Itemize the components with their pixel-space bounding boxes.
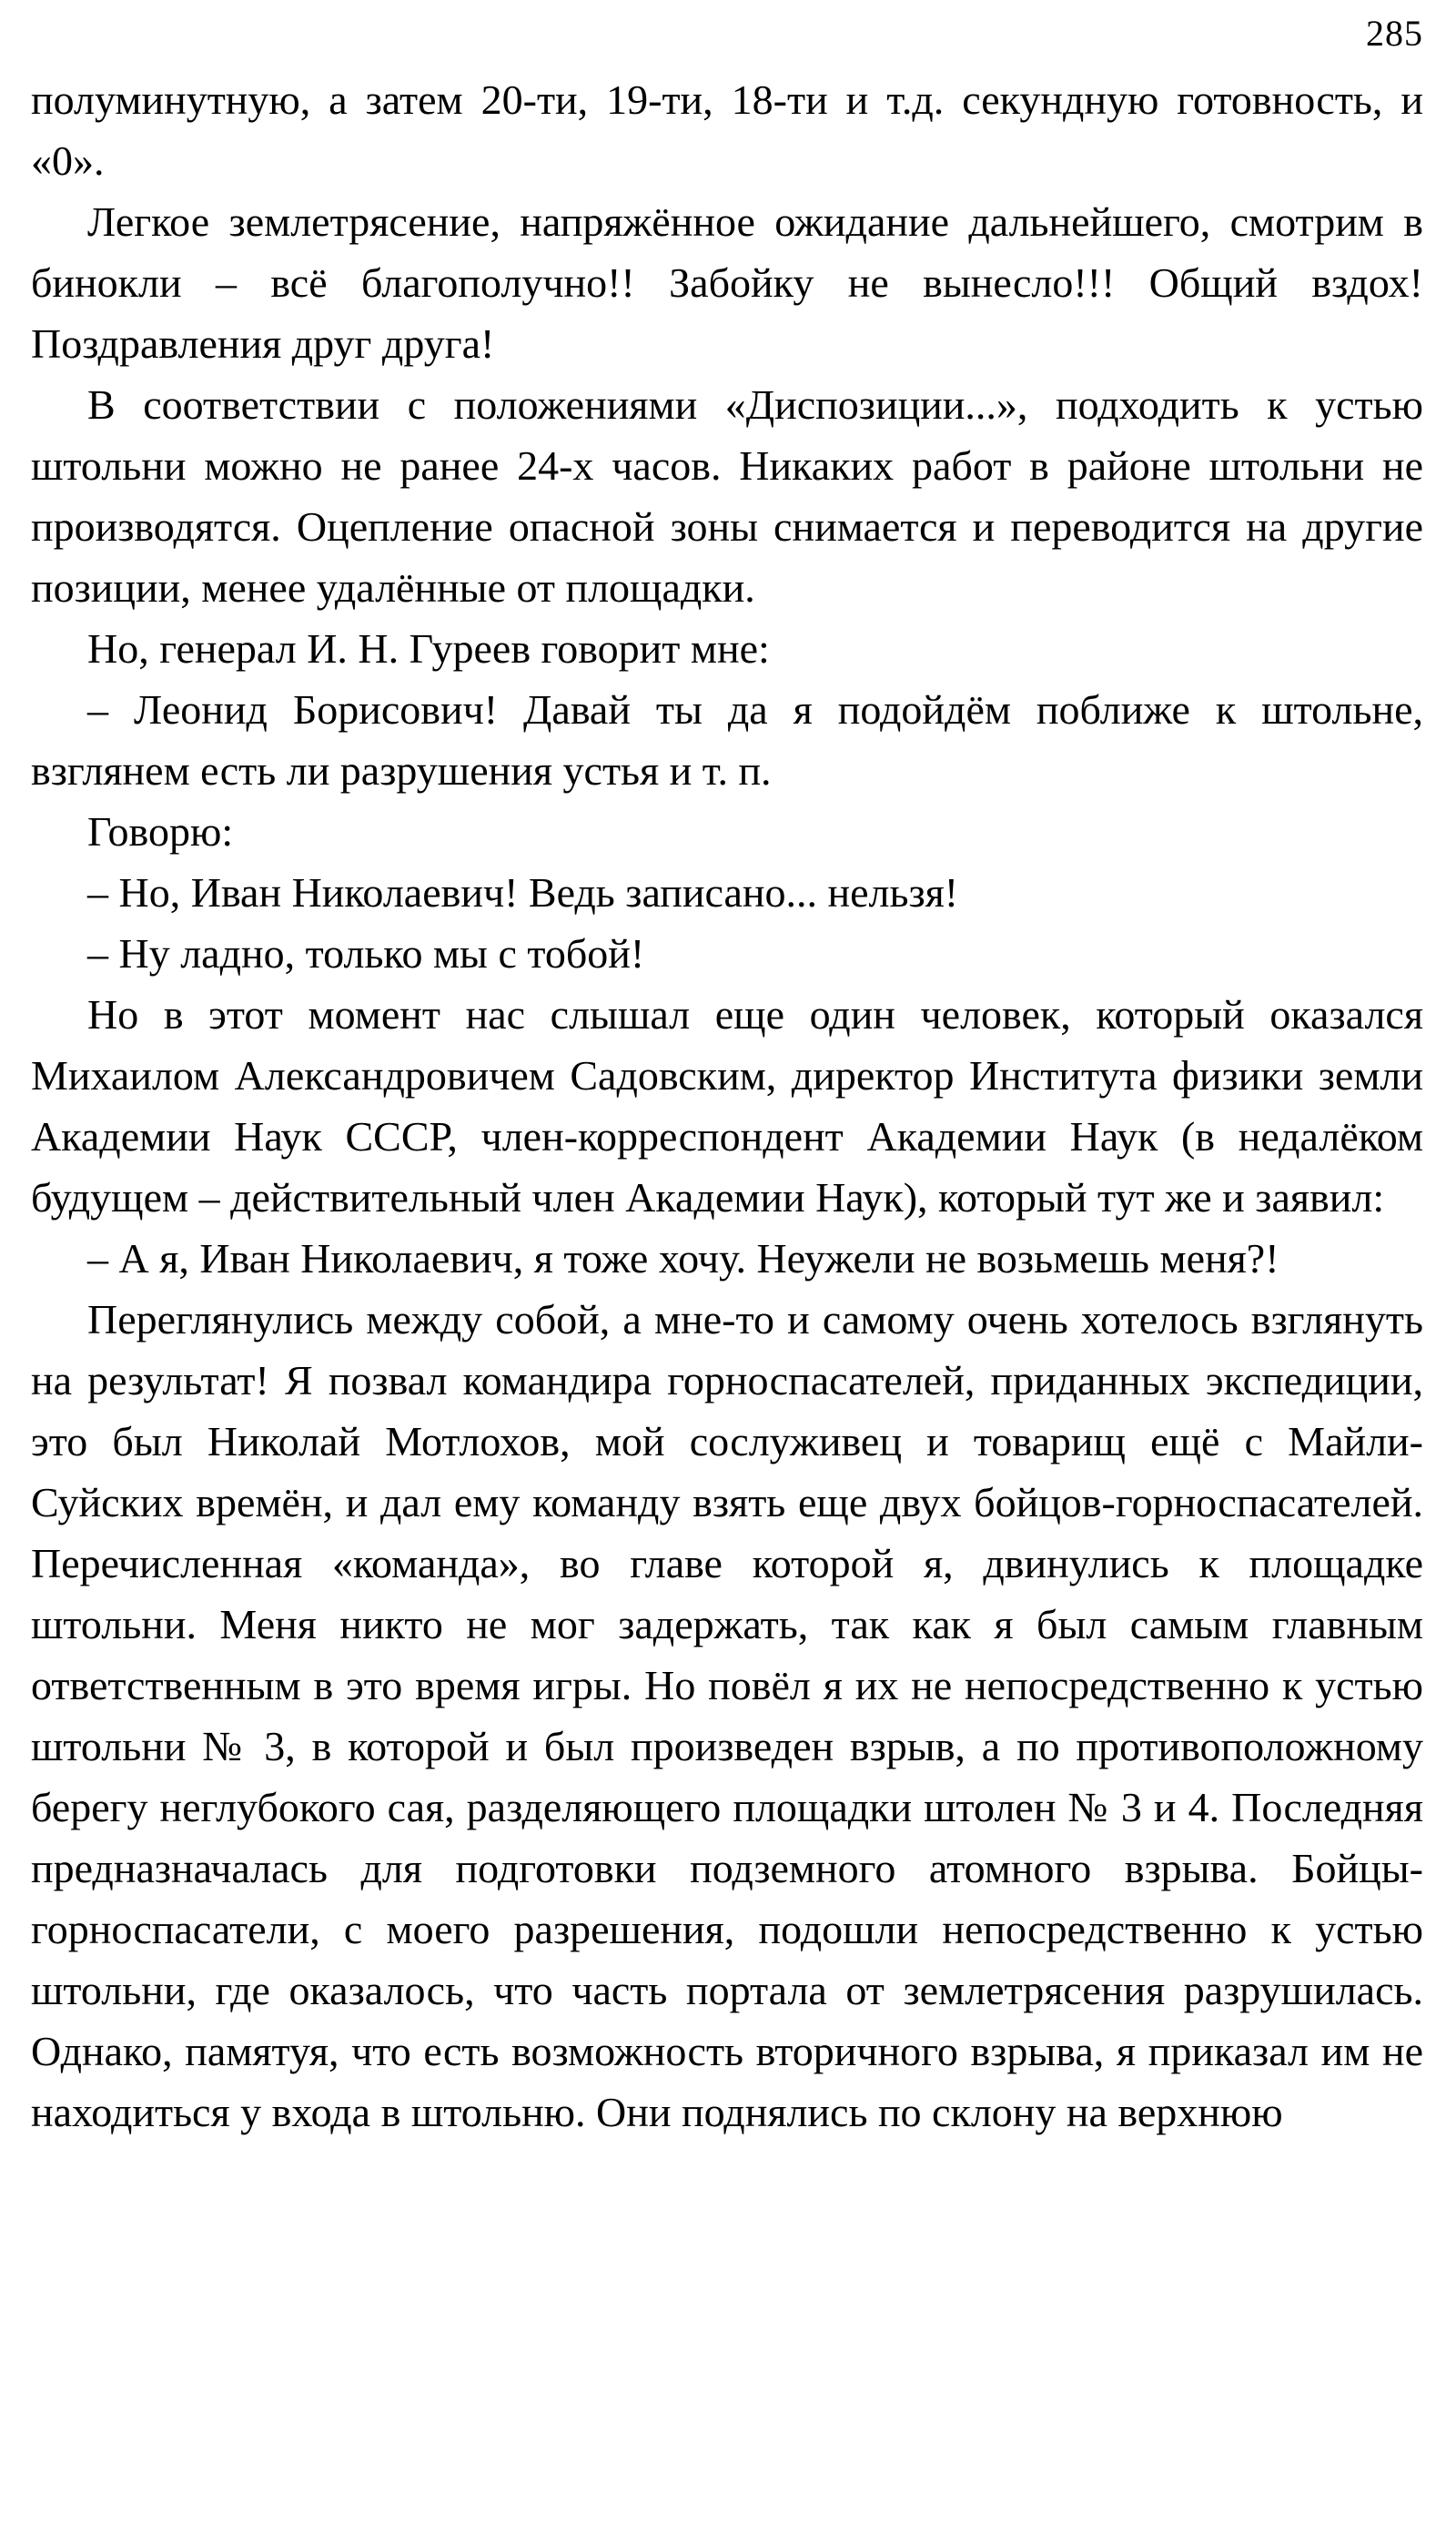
- paragraph-dialogue: – Ну ладно, только мы с тобой!: [87, 930, 645, 977]
- paragraph: Говорю:: [87, 808, 234, 855]
- paragraph-dialogue: – Леонид Борисович! Давай ты да я подойдём поближе к штольне, взглянем есть ли разрушения устья и т. п.: [31, 686, 1423, 794]
- paragraph: В соответствии с положениями «Диспозиции...», подходить к устью штольни можно не ранее 24-х часов. Никаких работ в районе штольни не производятся. Оцепление опасной зоны снимается и переводится на другие позиции, менее удалённые от площадки.: [31, 381, 1423, 611]
- paragraph: Легкое землетрясение, напряжённое ожидание дальнейшего, смотрим в бинокли – всё благополучно!! Забойку не вынесло!!! Общий вздох! Поздравления друг друга!: [31, 198, 1423, 367]
- paragraph-dialogue: – Но, Иван Николаевич! Ведь записано... нельзя!: [87, 869, 959, 916]
- paragraph-continuation: полуминутную, а затем 20-ти, 19-ти, 18-ти и т.д. секундную готовность, и «0».: [31, 76, 1423, 184]
- paragraph: Переглянулись между собой, а мне-то и самому очень хотелось взглянуть на результат! Я позвал командира горноспасателей, приданных экспедиции, это был Николай Мотлохов, мой сослуживец и товарищ ещё с Майли-Суйских времён, и дал ему команду взять еще двух бойцов-горноспасателей. Перечисленная «команда», во главе которой я, двинулись к площадке штольни. Меня никто не мог задержать, так как я был самым главным ответственным в это время игры. Но повёл я их не непосредственно к устью штольни № 3, в которой и был произведен взрыв, а по противоположному берегу неглубокого сая, разделяющего площадки штолен № 3 и 4. Последняя предназначалась для подготовки подземного атомного взрыва. Бойцы-горноспасатели, с моего разрешения, подошли непосредственно к устью штольни, где оказалось, что часть портала от землетрясения разрушилась. Однако, памятуя, что есть возможность вторичного взрыва, я приказал им не находиться у входа в штольню. Они поднялись по склону на верхнюю: [31, 1296, 1423, 2135]
- paragraph: Но, генерал И. Н. Гуреев говорит мне:: [87, 625, 770, 672]
- page-number: 285: [1366, 13, 1423, 54]
- paragraph: Но в этот момент нас слышал еще один человек, который оказался Михаилом Александровичем Садовским, директор Института физики земли Академии Наук СССР, член-корреспондент Академии Наук (в недалёком будущем – действительный член Академии Наук), который тут же и заявил:: [31, 991, 1423, 1221]
- paragraph-dialogue: – А я, Иван Николаевич, я тоже хочу. Неужели не возьмешь меня?!: [87, 1235, 1279, 1282]
- page-text: [31, 69, 1423, 2143]
